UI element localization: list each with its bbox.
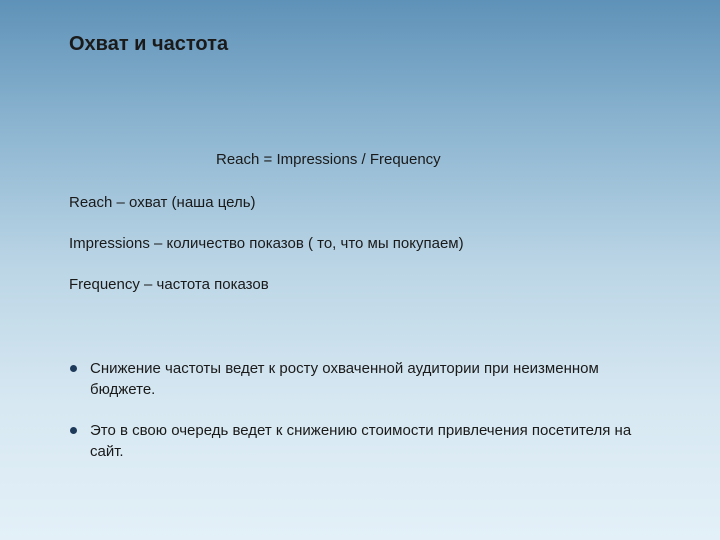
slide-title: Охват и частота bbox=[69, 33, 229, 55]
reach-formula: Reach = Impressions / Frequency bbox=[216, 151, 441, 168]
bullet-text: Снижение частоты ведет к росту охваченной аудитории при неизменном бюджете. bbox=[90, 360, 599, 398]
definition-impressions: Impressions – количество показов ( то, что мы покупаем) bbox=[69, 235, 464, 252]
bullet-item bbox=[69, 420, 659, 462]
bullet-dot-icon bbox=[70, 365, 77, 372]
bullet-dot-icon bbox=[70, 427, 77, 434]
bullet-item bbox=[69, 358, 659, 400]
definition-frequency: Frequency – частота показов bbox=[69, 276, 269, 293]
bullet-list bbox=[69, 358, 659, 482]
bullet-text: Это в свою очередь ведет к снижению стоимости привлечения посетителя на сайт. bbox=[90, 422, 632, 460]
definition-reach: Reach – охват (наша цель) bbox=[69, 194, 256, 211]
